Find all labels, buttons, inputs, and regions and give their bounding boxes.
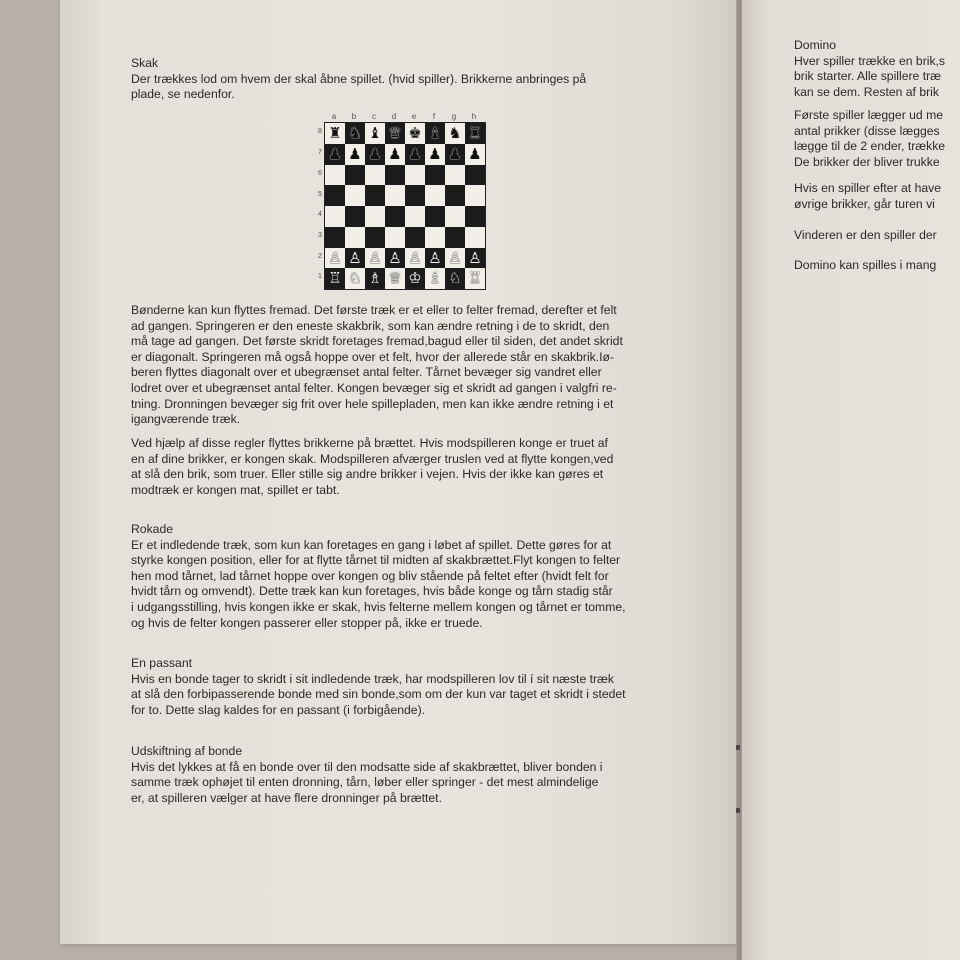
domino-paragraph (794, 258, 936, 274)
board-square (325, 165, 345, 186)
board-square (445, 185, 465, 206)
skak-section (131, 56, 676, 103)
board-square (425, 185, 445, 206)
chess-piece: ♟ (448, 144, 462, 163)
chess-piece: ♟ (428, 144, 442, 163)
board-square (325, 227, 345, 248)
board-square (405, 206, 425, 227)
paragraph-line: Vinderen er den spiller der (794, 228, 937, 242)
paragraph-line: og hvis de felter kongen passerer eller stopper på, ikke er truede. (131, 615, 483, 630)
chess-piece: ♟ (328, 144, 342, 163)
chess-piece: ♕ (388, 269, 402, 288)
board-square (385, 165, 405, 186)
board-square (365, 227, 385, 248)
paragraph-line: styrke kongen position, eller for at flytte tårnet til midten af skakbrættet.Flyt kongen to felter (131, 553, 621, 568)
chess-piece: ♙ (468, 248, 482, 267)
chess-piece: ♝ (428, 124, 442, 142)
rank-label: 4 (318, 211, 322, 218)
chess-piece: ♚ (408, 124, 422, 142)
paragraph-line: Er et indledende træk, som kun kan foretages en gang i løbet af spillet. Dette gøres for at (131, 537, 612, 552)
chess-piece: ♜ (468, 124, 482, 142)
paragraph-line: hvidt tårn og omvendt). Dette træk kan kun foretages, hvis både konge og tårn stadig står (131, 584, 613, 599)
chess-piece: ♔ (408, 269, 422, 288)
board-square (445, 227, 465, 248)
chess-piece: ♗ (368, 269, 382, 288)
rank-label: 1 (318, 273, 322, 280)
paragraph-line: Hvis en bonde tager to skridt i sit indledende træk, har modspilleren lov til í sit næste træk (131, 671, 614, 686)
movement-rules-paragraph (131, 303, 676, 428)
paragraph-line: lægge til de 2 ender, trække (794, 139, 946, 154)
board-square (465, 227, 485, 248)
chess-piece: ♟ (468, 144, 482, 163)
chess-piece: ♝ (368, 124, 382, 142)
chess-piece: ♟ (348, 144, 362, 163)
board-square (465, 206, 485, 227)
file-label: h (471, 112, 477, 121)
chess-piece: ♙ (448, 248, 462, 267)
paragraph-line: Hvis det lykkes at få en bonde over til den modsatte side af skakbrættet, bliver bonden i (131, 759, 603, 774)
board-square (465, 185, 485, 206)
board-square (425, 227, 445, 248)
domino-paragraph (794, 181, 941, 212)
chess-piece: ♜ (328, 124, 342, 142)
promotion-section (131, 744, 676, 806)
board-square (385, 185, 405, 206)
board-square (425, 165, 445, 186)
paragraph-line: Hver spiller trække en brik,s (794, 53, 946, 68)
rank-label: 8 (318, 128, 322, 135)
paragraph-line: i udgangsstilling, hvis kongen ikke er skak, hvis felterne mellem kongen og tårnet er tomme, (131, 599, 626, 614)
rank-label: 5 (318, 191, 322, 198)
board-square (325, 185, 345, 206)
paragraph-line: beren flyttes diagonalt over et ubegrænset antal felter. Tårnet bevæger sig vandret eller (131, 365, 602, 380)
chess-piece: ♗ (428, 269, 442, 288)
board-square (365, 185, 385, 206)
promotion-heading: Udskiftning af bonde (131, 744, 243, 758)
board-square (345, 185, 365, 206)
rokade-heading: Rokade (131, 522, 174, 536)
en-passant-heading: En passant (131, 656, 192, 670)
board-square (465, 165, 485, 186)
board-square (365, 165, 385, 186)
paragraph-line: antal prikker (disse lægges (794, 123, 940, 138)
paragraph-line: Første spiller lægger ud me (794, 108, 944, 122)
chess-piece: ♙ (408, 248, 422, 267)
chess-piece: ♙ (328, 248, 342, 267)
board-square (405, 185, 425, 206)
chess-piece: ♟ (368, 144, 382, 163)
board-square (385, 206, 405, 227)
domino-paragraph (794, 228, 937, 244)
paragraph-line: må tage ad gangen. Det første skridt foretages fremad,bagud eller til siden, det andet skridt (131, 334, 623, 349)
chess-piece: ♞ (448, 124, 462, 142)
rank-label: 6 (318, 170, 322, 177)
paragraph-line: at slå den brik, som truer. Eller stille sig andre brikker i vejen. Hvis der ikke kan gøres et (131, 467, 604, 482)
paragraph-line: er, at spilleren vælger at have flere dronninger på brættet. (131, 790, 442, 805)
board-square (345, 227, 365, 248)
file-label: b (351, 112, 357, 121)
board-square (365, 206, 385, 227)
board-file-labels (324, 112, 484, 122)
chess-piece: ♟ (408, 144, 422, 163)
chess-piece: ♟ (388, 144, 402, 163)
paragraph-line: Bønderne kan kun flyttes fremad. Det første træk er et eller to felter fremad, derefter et felt (131, 303, 617, 317)
file-label: g (451, 112, 457, 121)
skak-line: Der trækkes lod om hvem der skal åbne spillet. (hvid spiller). Brikkerne anbringes på (131, 71, 587, 86)
chess-piece: ♙ (388, 248, 402, 267)
en-passant-section (131, 656, 676, 718)
domino-section (794, 38, 945, 100)
paragraph-line: brik starter. Alle spillere træ (794, 69, 941, 84)
domino-heading: Domino (794, 38, 836, 52)
board-square (405, 165, 425, 186)
staple-top (736, 745, 740, 750)
board-square (345, 165, 365, 186)
rokade-section (131, 522, 676, 631)
paragraph-line: en af dine brikker, er kongen skak. Modspilleren afværger truslen ved at flytte kongen,ved (131, 451, 614, 466)
paragraph-line: kan se dem. Resten af brik (794, 84, 939, 99)
file-label: c (372, 112, 376, 121)
rank-label: 3 (318, 232, 322, 239)
paragraph-line: at slå den forbipasserende bonde med sin bonde,som om der kun var taget et skridt i stedet (131, 687, 626, 702)
file-label: e (411, 112, 417, 121)
paragraph-line: hen mod tårnet, lad tårnet hoppe over kongen og bliv stående på feltet efter (hvidt felt for (131, 568, 609, 583)
paragraph-line: ad gangen. Springeren er den eneste skakbrik, som kan ændre retning i de to skridt, den (131, 318, 610, 333)
board-square (445, 165, 465, 186)
paragraph-line: er diagonalt. Springeren må også hoppe over et felt, hvor der allerede står en skakbrik.Iø- (131, 349, 615, 364)
board-square (325, 206, 345, 227)
chess-piece: ♘ (348, 269, 362, 288)
chess-piece: ♙ (368, 248, 382, 267)
board-square (345, 206, 365, 227)
file-label: f (432, 112, 436, 121)
paragraph-line: De brikker der bliver trukke (794, 154, 940, 169)
file-label: a (331, 112, 337, 121)
chess-piece: ♙ (348, 248, 362, 267)
chess-piece: ♖ (468, 269, 482, 288)
chess-piece: ♘ (448, 269, 462, 288)
skak-heading: Skak (131, 56, 159, 70)
board-square (445, 206, 465, 227)
paragraph-line: modtræk er kongen mat, spillet er tabt. (131, 482, 340, 497)
paragraph-line: igangværende træk. (131, 412, 241, 427)
paragraph-line: lodret over et ubegrænset antal felter. Kongen bevæger sig et skridt ad gangen i valgfri re- (131, 380, 617, 395)
paragraph-line: øvrige brikker, går turen vi (794, 196, 935, 211)
paragraph-line: Hvis en spiller efter at have (794, 181, 941, 195)
rank-label: 2 (318, 253, 322, 260)
domino-paragraph (794, 108, 945, 170)
rank-label: 7 (318, 149, 322, 156)
board-square (405, 227, 425, 248)
skak-line: plade, se nedenfor. (131, 87, 235, 102)
paragraph-line: Domino kan spilles i mang (794, 258, 937, 272)
chess-piece: ♙ (428, 248, 442, 267)
board-square (425, 206, 445, 227)
board-square (385, 227, 405, 248)
paragraph-line: for to. Dette slag kaldes for en passant (i forbigående). (131, 702, 426, 717)
chess-piece: ♛ (388, 124, 402, 142)
file-label: d (391, 112, 397, 121)
paragraph-line: Ved hjælp af disse regler flyttes brikkerne på brættet. Hvis modspilleren konge er truet af (131, 436, 608, 450)
staple-bottom (736, 808, 740, 813)
paragraph-line: samme træk ophøjet til enten dronning, tårn, løber eller springer - det mest almindelige (131, 775, 599, 790)
paragraph-line: tning. Dronningen bevæger sig frit over hele spillepladen, men kan ikke ændre retning i et (131, 396, 614, 411)
check-paragraph (131, 436, 676, 498)
chess-piece: ♞ (348, 124, 362, 142)
chess-piece: ♖ (328, 269, 342, 288)
chess-board-diagram (324, 122, 486, 290)
